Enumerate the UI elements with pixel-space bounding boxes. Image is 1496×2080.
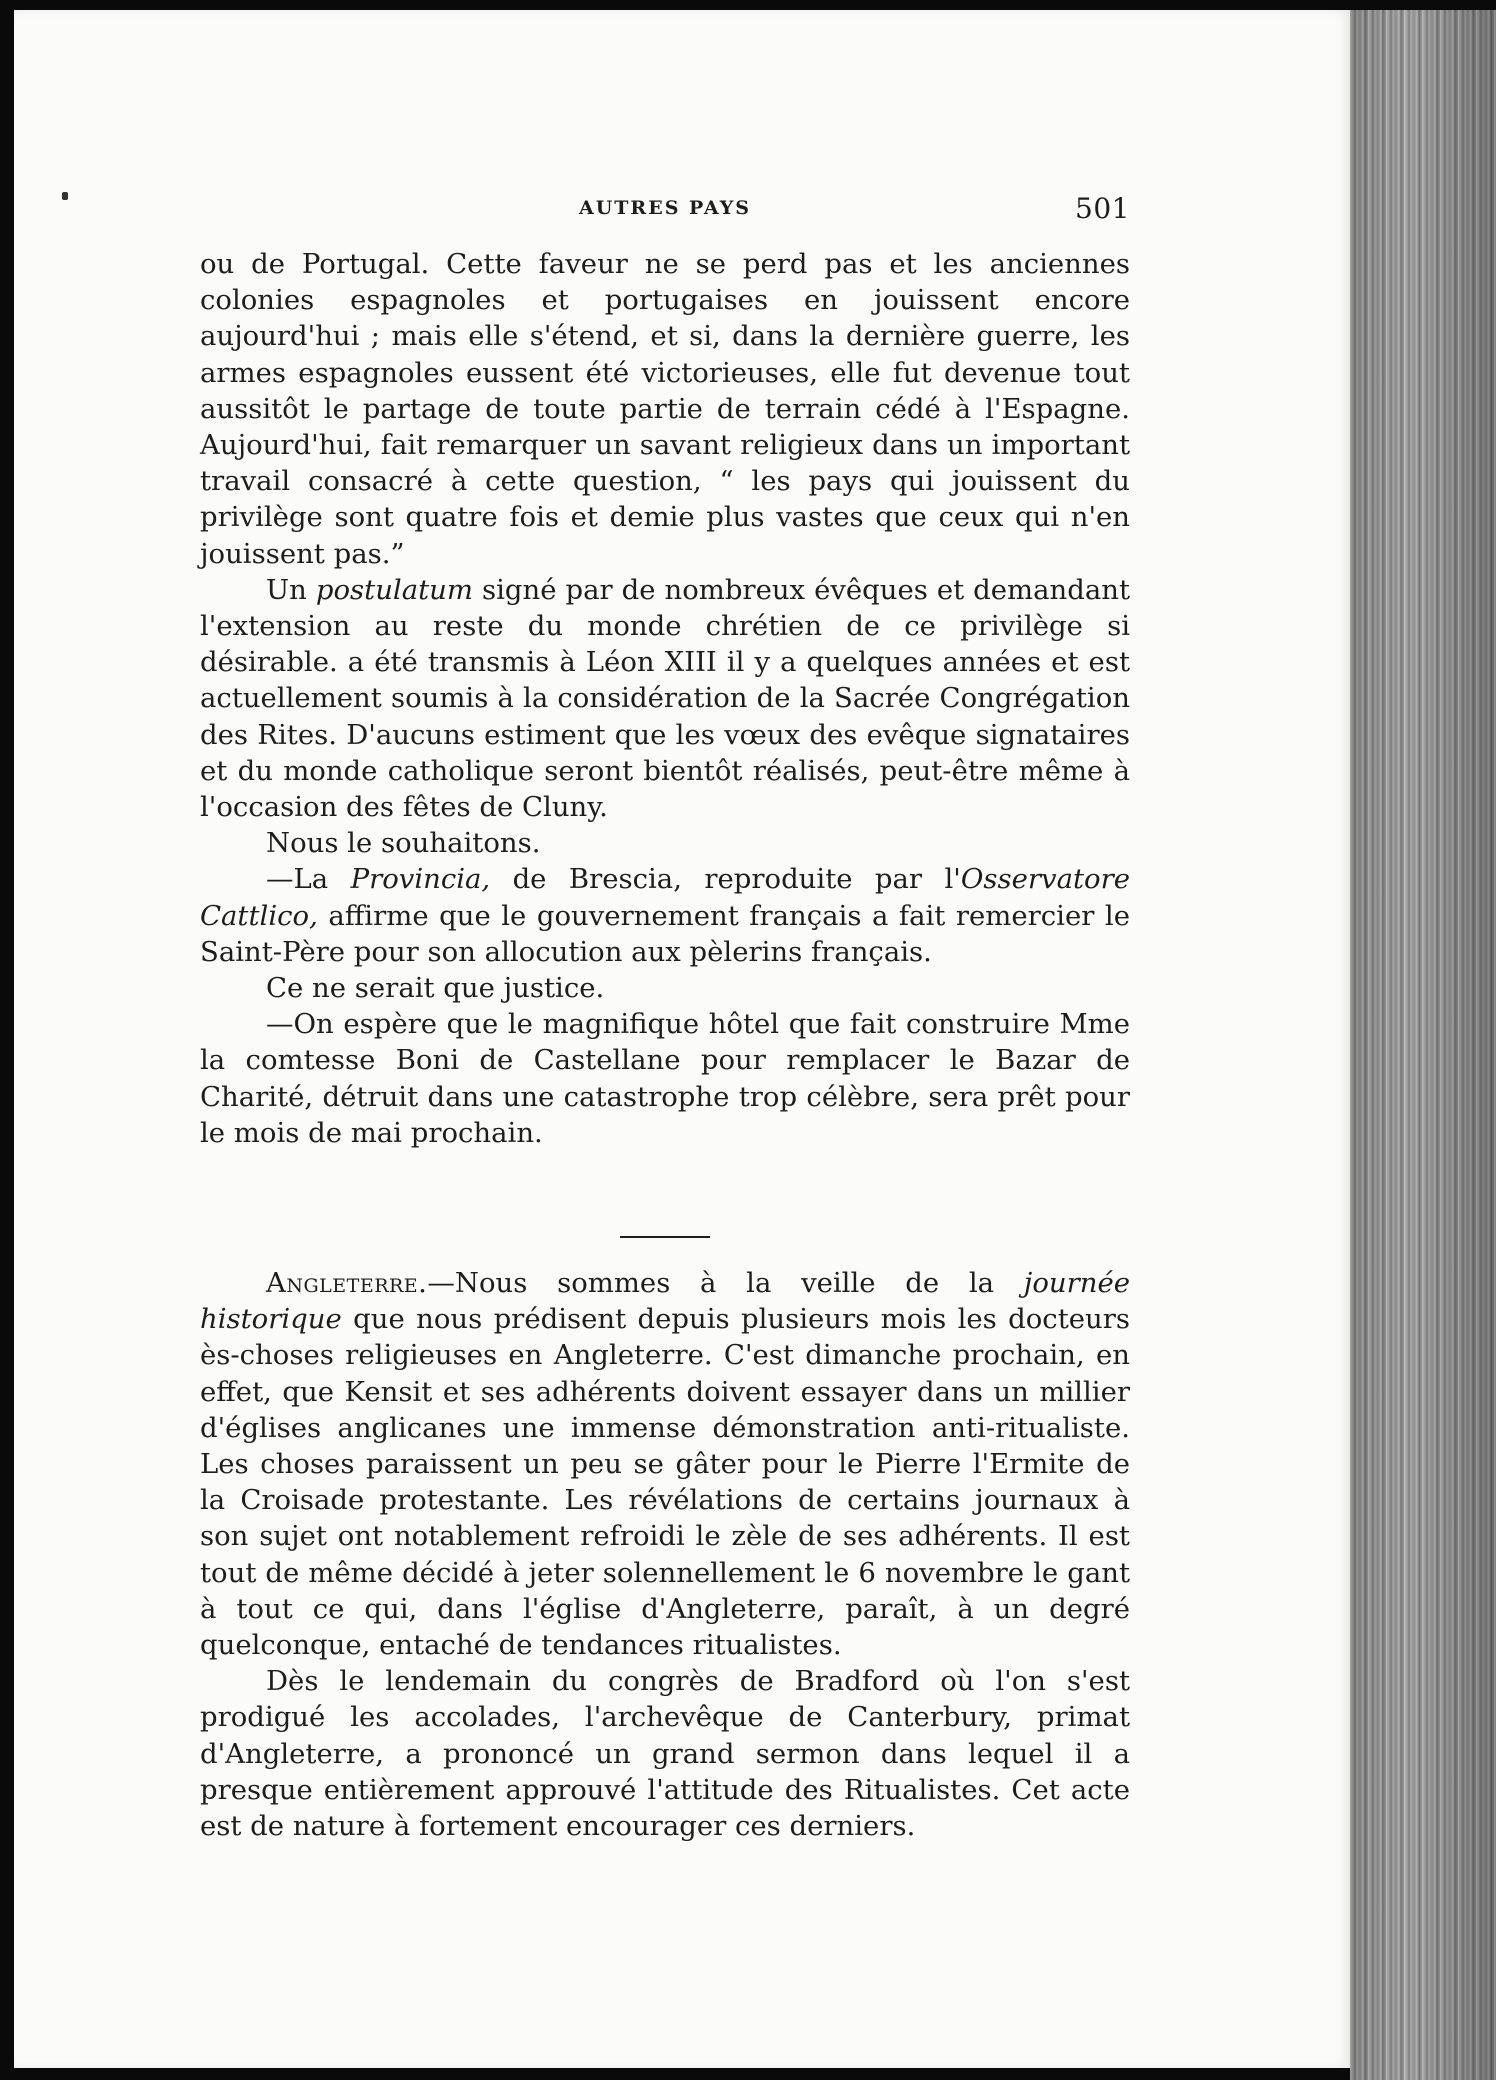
running-title: AUTRES PAYS [578, 197, 752, 219]
binding-mark [62, 192, 68, 200]
italic-term: postulatum [315, 573, 473, 606]
paragraph-bradford [200, 1663, 1130, 1844]
paragraph-postulatum [200, 572, 1130, 825]
section-body-2 [200, 1265, 1130, 1844]
paragraph-text: Ce ne serait que justice. [266, 972, 605, 1005]
page-edges [1350, 10, 1496, 2080]
paragraph-hotel [200, 1006, 1130, 1151]
running-head [200, 192, 1130, 226]
paragraph-text: —Nous sommes à la veille de la [427, 1267, 1024, 1299]
section-divider [620, 1236, 710, 1238]
paragraph-angleterre [200, 1265, 1130, 1663]
italic-title: Provincia, [350, 863, 491, 896]
paragraph-text: que nous prédisent depuis plusieurs mois les docteurs ès-choses religieuses en Angleterre. C'est dimanche prochain, en effet, que Kensit et ses adhérents doivent essayer dans un millier d'églises anglicanes une immense démonstration anti-ritualiste. Les choses paraissent un peu se gâter pour le Pierre l'Ermite de la Croisade protestante. Les révélations de certains journaux à son sujet ont notablement refroidi le zèle de ses adhérents. Il est tout de même décidé à jeter solennellement le 6 novembre le gant à tout ce qui, dans l'église d'Angleterre, paraît, à un degré quelconque, entaché de tendances ritualistes. [200, 1303, 1130, 1662]
paragraph-provincia [200, 861, 1130, 970]
paragraph-text: Un [266, 573, 316, 606]
page-number: 501 [1075, 192, 1130, 225]
paragraph-justice [200, 970, 1130, 1006]
paragraph-souhait [200, 825, 1130, 861]
section-heading: Angleterre. [266, 1267, 428, 1299]
paragraph-portugal [200, 246, 1130, 572]
paragraph-text: signé par de nombreux évêques et demandant l'extension au reste du monde chrétien de ce privilège si désirable. a été transmis à Léon XIII il y a quelques années et est actuellement soumis à la considération de la Sacrée Congrégation des Rites. D'aucuns estiment que les vœux des evêque signataires et du monde catholique seront bientôt réalisés, peut-être même à l'occasion des fêtes de Cluny. [200, 573, 1130, 824]
paragraph-text: affirme que le gouvernement français a fait remercier le Saint-Père pour son allocution aux pèlerins français. [200, 899, 1130, 968]
italic-title: Osservatore Cattlico, [200, 863, 1130, 932]
italic-phrase: journée historique [200, 1267, 1130, 1336]
paragraph-text: Dès le lendemain du congrès de Bradford où l'on s'est prodigué les accolades, l'archevêque de Canterbury, primat d'Angleterre, a prononcé un grand sermon dans lequel il a presque entièrement approuvé l'attitude des Ritualistes. Cet acte est de nature à fortement encourager ces derniers. [200, 1665, 1130, 1843]
section-body-1 [200, 246, 1130, 1151]
paragraph-text: de Brescia, reproduite par l' [490, 863, 961, 896]
paragraph-text: ou de Portugal. Cette faveur ne se perd pas et les anciennes colonies espagnoles et portugaises en jouissent encore aujourd'hui ; mais elle s'étend, et si, dans la dernière guerre, les armes espagnoles eussent été victorieuses, elle fut devenue tout aussitôt le partage de toute partie de terrain cédé à l'Espagne. Aujourd'hui, fait remarquer un savant religieux dans un important travail consacré à cette question, “ les pays qui jouissent du privilège sont quatre fois et demie plus vastes que ceux qui n'en jouissent pas.” [200, 248, 1130, 570]
paragraph-text: —La [266, 863, 351, 896]
paragraph-text: Nous le souhaitons. [266, 827, 541, 860]
paragraph-text: —On espère que le magnifique hôtel que fait construire Mme la comtesse Boni de Castellane pour remplacer le Bazar de Charité, détruit dans une catastrophe trop célèbre, sera prêt pour le mois de mai prochain. [200, 1008, 1130, 1149]
